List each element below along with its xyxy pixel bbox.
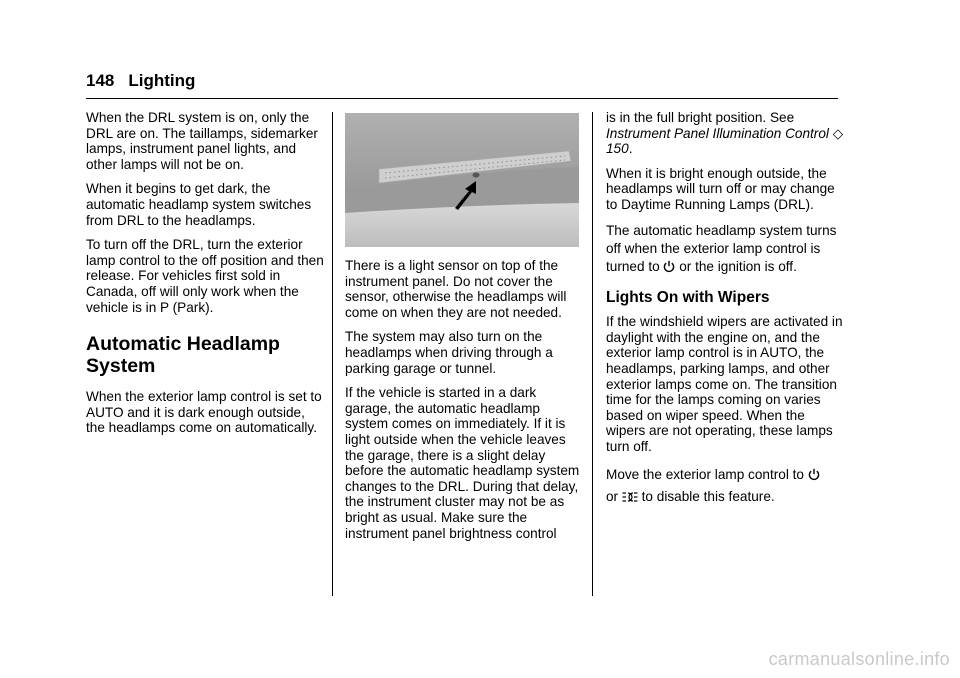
column-2 (345, 110, 583, 550)
page-ref-icon: ◇ (832, 125, 844, 141)
column-3 (606, 110, 844, 517)
page-ref-number[interactable]: 150 (606, 141, 629, 157)
column-1 (86, 110, 324, 445)
paragraph: When it is bright enough outside, the headlamps will turn off or may change to Daytime Running Lamps (DRL). (606, 165, 835, 212)
power-off-icon (663, 260, 675, 273)
header-rule (86, 98, 838, 99)
text: Move the exterior lamp control to (606, 466, 804, 482)
light-sensor-photo (345, 113, 579, 247)
heading-line-1: Automatic Headlamp (86, 333, 280, 356)
text: to disable this feature. (641, 488, 775, 504)
watermark: carmanualsonline.info (768, 649, 950, 669)
cross-reference-link[interactable]: Instrument Panel Illumination Control (606, 125, 829, 141)
paragraph (606, 110, 844, 157)
column-divider-2 (592, 112, 593, 596)
text: is in the full bright position. See (606, 110, 795, 125)
paragraph: The system may also turn on the headlamps when driving through a parking garage or tunnel. (345, 329, 553, 376)
parking-lamp-icon (622, 491, 638, 503)
page-header (86, 71, 195, 91)
power-off-icon (808, 468, 820, 481)
paragraph: To turn off the DRL, turn the exterior lamp control to the off position and then release. For vehicles first sold in Canada, off will only work when the vehicle is in P (Park). (86, 237, 324, 315)
paragraph: If the vehicle is started in a dark garage, the automatic headlamp system comes on immediately. If it is light outside when the vehicle leaves the garage, there is a slight delay before the automatic headlamp system changes to the DRL. During that delay, the instrument cluster may not be as bright as usual. Make sure the instrument panel brightness control (345, 385, 580, 541)
paragraph: There is a light sensor on top of the instrument panel. Do not cover the sensor, otherwise the headlamps will come on when they are not needed. (345, 258, 567, 320)
subsection-heading: Lights On with Wipers (606, 288, 770, 306)
text: . (628, 141, 633, 157)
paragraph: When it begins to get dark, the automatic headlamp system switches from DRL to the headlamps. (86, 181, 312, 228)
paragraph: When the DRL system is on, only the DRL are on. The taillamps, sidemarker lamps, instrument panel lights, and other lamps will not be on. (86, 110, 318, 172)
heading-line-2: System (86, 355, 156, 378)
text: The automatic headlamp system turns off when the exterior lamp control is turned to (606, 222, 837, 274)
text: or the ignition is off. (679, 258, 797, 274)
section-heading (86, 333, 324, 377)
paragraph (606, 222, 844, 276)
paragraph: When the exterior lamp control is set to AUTO and it is dark enough outside, the headlamps come on automatically. (86, 389, 322, 436)
section-title: Lighting (128, 71, 196, 90)
page-number: 148 (86, 71, 115, 90)
text: or (606, 488, 619, 504)
column-divider-1 (332, 112, 333, 596)
paragraph (606, 464, 844, 508)
paragraph: If the windshield wipers are activated in daylight with the engine on, and the exterior lamp control is in AUTO, the headlamps, parking lamps, and other exterior lamps come on. The transition time for the lamps coming on varies based on wiper speed. When the wipers are not operating, these lamps turn off. (606, 314, 843, 454)
